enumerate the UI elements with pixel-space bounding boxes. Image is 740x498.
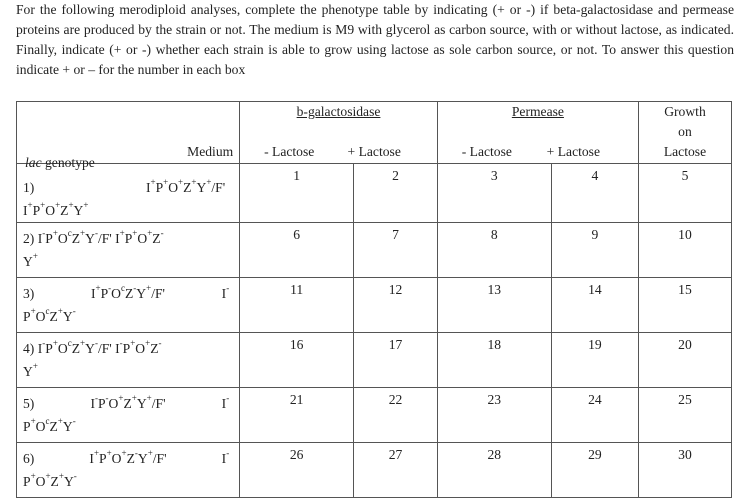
growth-label-3: Lactose bbox=[663, 144, 707, 159]
permease-label: Permease bbox=[511, 104, 564, 119]
cell[interactable]: 18 bbox=[437, 333, 551, 388]
growth-header bbox=[638, 102, 731, 164]
cell[interactable]: 6 bbox=[240, 223, 354, 278]
table-row bbox=[17, 278, 732, 333]
cell[interactable]: 12 bbox=[354, 278, 438, 333]
genotype-cell-4: 4) $I^-P^+O^cZ^+Y^-/F'$ I-P+O+Z- Y+ bbox=[17, 333, 240, 388]
cell[interactable]: 5 bbox=[638, 164, 731, 223]
permease-minus-lactose: - Lactose bbox=[461, 144, 512, 159]
cell[interactable]: 19 bbox=[551, 333, 638, 388]
table-row bbox=[17, 164, 732, 223]
cell[interactable]: 29 bbox=[551, 443, 638, 498]
cell[interactable]: 16 bbox=[240, 333, 354, 388]
cell[interactable]: 14 bbox=[551, 278, 638, 333]
medium-label: Medium bbox=[187, 144, 234, 159]
cell[interactable]: 7 bbox=[354, 223, 438, 278]
cell[interactable]: 1 bbox=[240, 164, 354, 223]
cell[interactable]: 30 bbox=[638, 443, 731, 498]
cell[interactable]: 13 bbox=[437, 278, 551, 333]
cell[interactable]: 9 bbox=[551, 223, 638, 278]
cell[interactable]: 2 bbox=[354, 164, 438, 223]
cell[interactable]: 20 bbox=[638, 333, 731, 388]
cell[interactable]: 28 bbox=[437, 443, 551, 498]
bgal-minus-lactose: - Lactose bbox=[264, 144, 315, 159]
cell[interactable]: 4 bbox=[551, 164, 638, 223]
table-row bbox=[17, 223, 732, 278]
cell[interactable]: 15 bbox=[638, 278, 731, 333]
growth-label-1: Growth bbox=[664, 104, 706, 119]
growth-label-2: on bbox=[678, 124, 692, 139]
permease-header bbox=[437, 102, 638, 164]
bgal-label: b-galactosidase bbox=[296, 104, 381, 119]
cell[interactable]: 17 bbox=[354, 333, 438, 388]
table-row bbox=[17, 388, 732, 443]
cell[interactable]: 27 bbox=[354, 443, 438, 498]
bgal-plus-lactose: + Lactose bbox=[347, 144, 401, 159]
cell[interactable]: 8 bbox=[437, 223, 551, 278]
genotype-cell-3: 3) $I^+P^-O^cZ^-Y^+/F'$ I- $P^+O^cZ^+Y^-$ bbox=[17, 278, 240, 333]
cell[interactable]: 24 bbox=[551, 388, 638, 443]
cell[interactable]: 26 bbox=[240, 443, 354, 498]
table-row bbox=[17, 333, 732, 388]
table-row bbox=[17, 443, 732, 498]
permease-plus-lactose: + Lactose bbox=[546, 144, 601, 159]
question-text: For the following merodiploid analyses, complete the phenotype table by indicating (+ or -) if beta-galactosidase and permease proteins are produced by the strain or not. The medium is M9 with glycerol as carbon source, with or without lactose, as indicated. Finally, indicate (+ or -) whether each strain is able to grow using lactose as sole carbon source, or not. To answer this question indicate + or – for the number in each box bbox=[16, 2, 734, 77]
genotype-cell-1: lac genotype 1) I+P+O+Z+Y+/F' I+P+O+Z+Y+ bbox=[17, 164, 240, 223]
genotype-cell-5: 5) I-P-O+Z+Y+/F' I- $P^+O^cZ^+Y^-$ bbox=[17, 388, 240, 443]
genotype-cell-2: 2) $I^-P^+O^cZ^+Y^-/F'$ I+P+O+Z- Y+ bbox=[17, 223, 240, 278]
cell[interactable]: 22 bbox=[354, 388, 438, 443]
cell[interactable]: 23 bbox=[437, 388, 551, 443]
bgal-header bbox=[240, 102, 438, 164]
cell[interactable]: 10 bbox=[638, 223, 731, 278]
table-header-row bbox=[17, 102, 732, 164]
cell[interactable]: 11 bbox=[240, 278, 354, 333]
cell[interactable]: 21 bbox=[240, 388, 354, 443]
cell[interactable]: 25 bbox=[638, 388, 731, 443]
lac-genotype-label: lac genotype bbox=[25, 155, 95, 170]
cell[interactable]: 3 bbox=[437, 164, 551, 223]
genotype-cell-6: 6) I+P+O+Z-Y+/F' I- P+O+Z+Y- bbox=[17, 443, 240, 498]
phenotype-table bbox=[16, 101, 732, 498]
